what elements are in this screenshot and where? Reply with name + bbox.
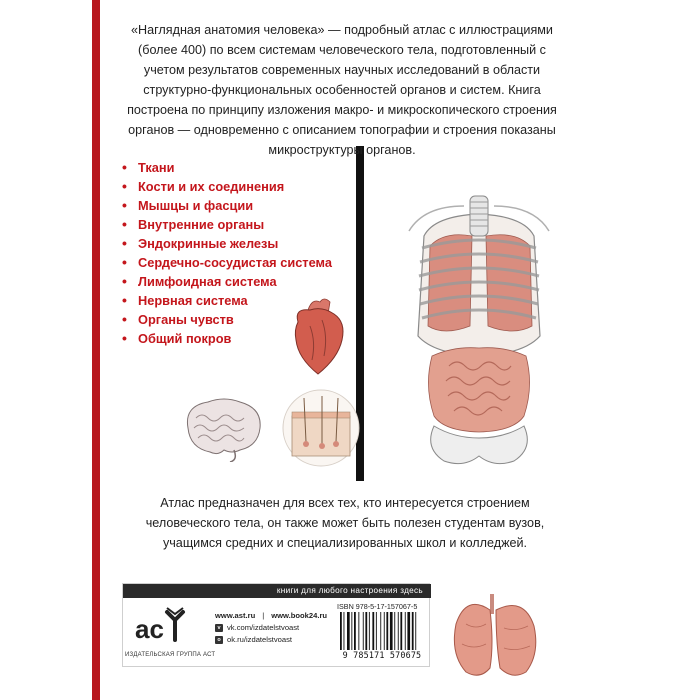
ok-row — [215, 634, 327, 646]
bullet: • — [122, 178, 127, 194]
bullet: • — [122, 330, 127, 346]
svg-text:ac: ac — [135, 614, 164, 644]
vk-link[interactable]: vk.com/izdatelstvoast — [227, 623, 300, 632]
list-item — [122, 215, 332, 234]
publisher-links — [215, 610, 327, 646]
website-row — [215, 610, 327, 622]
site-link-book24[interactable]: www.book24.ru — [271, 611, 328, 620]
topic-label: Кости и их соединения — [138, 179, 285, 194]
intro-paragraph: «Наглядная анатомия человека» — подробный атлас с иллюстрациями (более 400) по всем системам человеческого тела, подготовленный с учетом результатов современных научных исследований в области структурно-функциональных особенностей органов и систем. Книга построена по принципу изложения макро- и микроскопического строения органов — одновременно с описанием топографии и строения показаны микроструктуры органов. — [127, 23, 557, 157]
bullet: • — [122, 311, 127, 327]
slogan-banner: книги для любого настроения здесь — [123, 584, 431, 598]
link-separator: | — [262, 611, 265, 620]
red-vertical-bar — [92, 0, 100, 700]
topic-label: Эндокринные железы — [138, 236, 279, 251]
bullet: • — [122, 159, 127, 175]
outro-paragraph: Атлас предназначен для всех тех, кто интересуется строением человеческого тела, он также может быть полезен студентам вузов, учащимся средних и специализированных школ и колледжей. — [145, 496, 545, 550]
topic-label: Внутренние органы — [138, 217, 265, 232]
list-item — [122, 234, 332, 253]
ok-icon: o — [215, 636, 223, 644]
bullet: • — [122, 216, 127, 232]
bullet: • — [122, 273, 127, 289]
topic-label: Органы чувств — [138, 312, 234, 327]
topic-label: Мышцы и фасции — [138, 198, 254, 213]
brain-illustration — [180, 394, 266, 462]
skin-illustration — [282, 386, 360, 470]
ok-link[interactable]: ok.ru/izdatelstvoast — [227, 635, 292, 644]
bullet: • — [122, 292, 127, 308]
topic-label: Лимфоидная система — [138, 274, 277, 289]
topic-label: Общий покров — [138, 331, 232, 346]
publisher-footer — [122, 583, 430, 667]
topic-label: Сердечно-сосудистая система — [138, 255, 332, 270]
barcode — [339, 612, 427, 650]
vk-row — [215, 622, 327, 634]
topic-label: Нервная система — [138, 293, 248, 308]
lungs-illustration — [446, 584, 546, 684]
list-item — [122, 253, 332, 272]
list-item — [122, 158, 332, 177]
bullet: • — [122, 235, 127, 251]
vk-icon: v — [215, 624, 223, 632]
list-item — [122, 272, 332, 291]
heart-illustration — [288, 296, 350, 376]
isbn-label: ISBN 978-5-17-157067-5 — [337, 602, 418, 611]
bullet: • — [122, 254, 127, 270]
topic-label: Ткани — [138, 160, 175, 175]
bullet: • — [122, 197, 127, 213]
ast-logo-icon — [131, 604, 191, 648]
publisher-caption: ИЗДАТЕЛЬСКАЯ ГРУППА АСТ — [125, 652, 216, 658]
site-link-ast[interactable]: www.ast.ru — [215, 611, 256, 620]
torso-illustration — [404, 186, 554, 476]
barcode-number: 9 785171 570675 — [342, 650, 422, 660]
list-item — [122, 177, 332, 196]
list-item — [122, 196, 332, 215]
